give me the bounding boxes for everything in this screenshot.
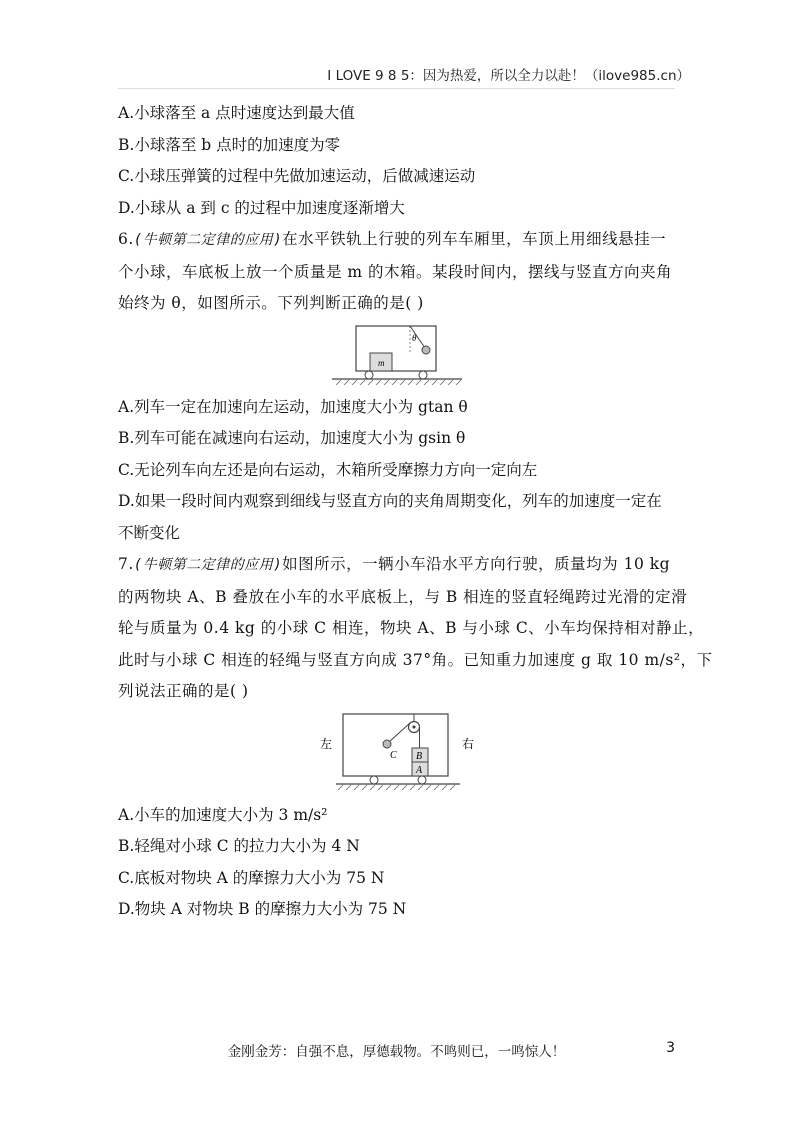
q7-stem-line-1 [118, 549, 678, 582]
pulley-axle [412, 725, 415, 728]
page-footer [118, 1040, 675, 1060]
header-divider [118, 88, 675, 89]
right-wheel [419, 371, 427, 379]
pendulum-ball [422, 346, 430, 354]
q6-figure [118, 324, 678, 386]
q7-option-c: C.底板对物块 A 的摩擦力大小为 75 N [118, 868, 385, 887]
q7-option-d: D.物块 A 对物块 B 的摩擦力大小为 75 N [118, 900, 407, 918]
q7-stem-line-5: 列说法正确的是( ) [118, 682, 249, 700]
q7-option-b: B.轻绳对小球 C 的拉力大小为 4 N [118, 837, 360, 855]
q7-number: 7. [118, 555, 134, 573]
cart-right-wheel [418, 776, 426, 784]
ground-hatching [336, 380, 461, 385]
box-mass-label: m [378, 357, 385, 368]
cart-body [343, 714, 448, 776]
angle-theta-label: θ [412, 332, 417, 343]
question-6 [118, 224, 678, 549]
q7-stem-line-4: 此时与小球 C 相连的轻绳与竖直方向成 37°角。已知重力加速度 g 取 10 m/s²，下 [118, 650, 713, 669]
q7-topic-tag: (牛顿第二定律的应用) [133, 557, 283, 573]
q5-option-c: C.小球压弹簧的过程中先做加速运动，后做减速运动 [118, 167, 476, 185]
block-a-label: A [416, 764, 423, 776]
question-7 [118, 549, 713, 926]
cart-left-wheel [370, 776, 378, 784]
footer-motto: 金刚金芳：自强不息，厚德载物。不鸣则已，一鸣惊人！ [227, 1044, 566, 1060]
block-b-label: B [416, 750, 423, 762]
cart-ground-hatching [338, 785, 455, 790]
left-direction-label: 左 [320, 736, 333, 751]
q7-figure [118, 712, 678, 794]
q6-option-c: C.无论列车向左还是向右运动，木箱所受摩擦力方向一定向左 [118, 460, 538, 479]
right-direction-label: 右 [462, 736, 475, 751]
q6-stem-line-1 [118, 224, 678, 257]
left-wheel [365, 371, 373, 379]
q6-topic-tag: (牛顿第二定律的应用) [133, 232, 283, 248]
cart-pulley-diagram [318, 712, 478, 794]
q6-number: 6. [118, 230, 134, 248]
q7-option-a: A.小车的加速度大小为 3 m/s² [118, 805, 328, 824]
q6-option-d-continued: 不断变化 [118, 523, 181, 542]
q6-option-d: D.如果一段时间内观察到细线与竖直方向的夹角周期变化，列车的加速度一定在 [118, 492, 662, 510]
q6-stem-line-3: 始终为 θ，如图所示。下列判断正确的是( ) [118, 294, 424, 312]
q5-option-b: B.小球落至 b 点时的加速度为零 [118, 135, 341, 154]
q7-stem-line-2: 的两物块 A、B 叠放在小车的水平底板上，与 B 相连的竖直轻绳跨过光滑的定滑 [118, 587, 688, 606]
question-5-options [118, 98, 678, 224]
page-header: I LOVE 9 8 5：因为热爱，所以全力以赴！（ilove985.cn） [327, 68, 690, 84]
q6-stem-line-2: 个小球，车底板上放一个质量是 m 的木箱。某段时间内，摆线与竖直方向夹角 [118, 262, 673, 281]
rope-to-ball [389, 723, 410, 742]
ball-c [383, 740, 391, 748]
ball-c-label: C [390, 749, 397, 761]
page-number: 3 [666, 1040, 675, 1056]
q6-option-a: A.列车一定在加速向左运动，加速度大小为 gtan θ [118, 397, 468, 416]
page-content [118, 98, 713, 926]
q7-stem-line-3: 轮与质量为 0.4 kg 的小球 C 相连，物块 A、B 与小球 C、小车均保持相对静止， [118, 619, 705, 637]
q6-option-b: B.列车可能在减速向右运动，加速度大小为 gsin θ [118, 429, 466, 447]
q5-option-a: A.小球落至 a 点时速度达到最大值 [118, 104, 355, 122]
q6-stem-text-1: 在水平铁轨上行驶的列车车厢里，车顶上用细线悬挂一 [282, 230, 667, 248]
q5-option-d: D.小球从 a 到 c 的过程中加速度逐渐增大 [118, 198, 405, 217]
q7-stem-text-1: 如图所示，一辆小车沿水平方向行驶，质量均为 10 kg [282, 555, 671, 573]
train-pendulum-diagram [328, 324, 468, 386]
